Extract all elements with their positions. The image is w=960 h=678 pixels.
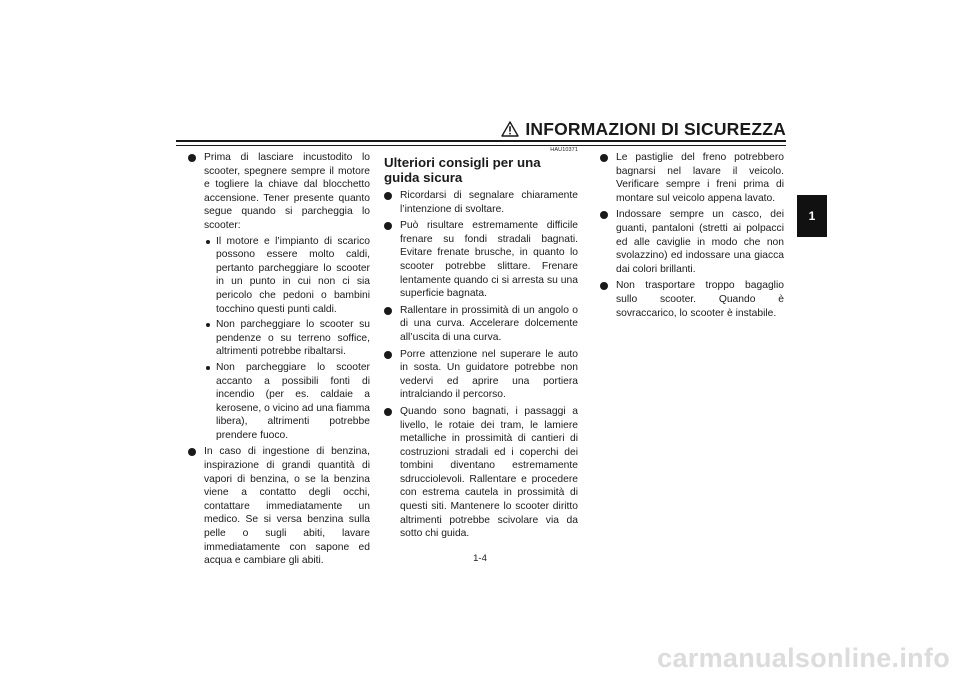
column-3 xyxy=(600,151,784,323)
list-item: Ricordarsi di segnalare chiaramente l’intenzione di svoltare. xyxy=(384,189,578,216)
list-item: Quando sono bagnati, i passaggi a livello, le rotaie dei tram, le lamiere metalliche in prossimità di cantieri di costruzioni stradali ed i coperchi dei tombini diventano estremamente sdrucciolevoli. Rallentare e procedere con estrema cautela in prossimità di questi siti. Mantenere lo scooter diritto altrimenti potrebbe scivolare via da sotto chi guida. xyxy=(384,405,578,541)
header-rule-thin xyxy=(176,145,786,146)
col1-list xyxy=(188,151,370,568)
warning-triangle-icon xyxy=(501,121,519,137)
page-number: 1-4 xyxy=(473,553,487,564)
list-item: Indossare sempre un casco, dei guanti, pantaloni (stretti ai polpacci ed alle caviglie in modo che non svolazzino) ed indossare una giacca dai colori brillanti. xyxy=(600,208,784,276)
list-item-text: Prima di lasciare incustodito lo scooter, spegnere sempre il motore e togliere la chiave dal blocchetto accensione. Tener presente quanto segue quando si parcheggia lo scooter: xyxy=(204,152,370,231)
list-item xyxy=(188,445,370,567)
watermark: carmanualsonline.info xyxy=(657,643,950,673)
list-item: Porre attenzione nel superare le auto in sosta. Un guidatore potrebbe non vedervi ed aprire una portiera intralciando il percorso. xyxy=(384,348,578,402)
sub-list-item: Non parcheggiare lo scooter su pendenze o su terreno soffice, altrimenti potrebbe ribaltarsi. xyxy=(204,318,370,359)
section-title: Ulteriori consigli per una guida sicura xyxy=(384,155,541,185)
column-1 xyxy=(188,151,370,571)
col3-list xyxy=(600,151,784,320)
list-item-text: In caso di ingestione di benzina, inspirazione di grandi quantità di vapori di benzina, o se la benzina viene a contatto degli occhi, contattare immediatamente un medico. Se si versa benzina sulla pelle o sugli abiti, lavare immediatamente con sapone ed acqua e cambiare gli abiti. xyxy=(204,446,370,567)
sub-list-item: Il motore e l’impianto di scarico possono essere molto caldi, pertanto parcheggiare lo scooter in un punto in cui non ci sia pericolo che pedoni o bambini tocchino questi punti caldi. xyxy=(204,235,370,317)
chapter-tab: 1 xyxy=(797,195,827,237)
list-item: Può risultare estremamente difficile frenare su fondi stradali bagnati. Evitare frenate brusche, in quanto lo scooter potrebbe slittare. Frenare lentamente quando ci si arresta su una superficie bagnata. xyxy=(384,219,578,301)
list-item: Rallentare in prossimità di un angolo o di una curva. Accelerare dolcemente all’uscita di una curva. xyxy=(384,304,578,345)
sub-list xyxy=(204,235,370,443)
column-2 xyxy=(384,147,578,544)
col2-list xyxy=(384,189,578,541)
list-item: Le pastiglie del freno potrebbero bagnarsi nel lavare il veicolo. Verificare sempre i freni prima di montare sul veicolo appena lavato. xyxy=(600,151,784,205)
sub-list-item: Non parcheggiare lo scooter accanto a possibili fonti di incendio (per es. caldaie a kerosene, o vicino ad una fiamma libera), altrimenti potrebbe prendere fuoco. xyxy=(204,361,370,443)
page-header xyxy=(176,118,786,140)
section-code: HAU10371 xyxy=(550,147,578,153)
list-item xyxy=(188,151,370,442)
list-item: Non trasportare troppo bagaglio sullo scooter. Quando è sovraccarico, lo scooter è instabile. xyxy=(600,279,784,320)
header-rule-thick xyxy=(176,140,786,142)
page-title: INFORMAZIONI DI SICUREZZA xyxy=(525,118,786,139)
